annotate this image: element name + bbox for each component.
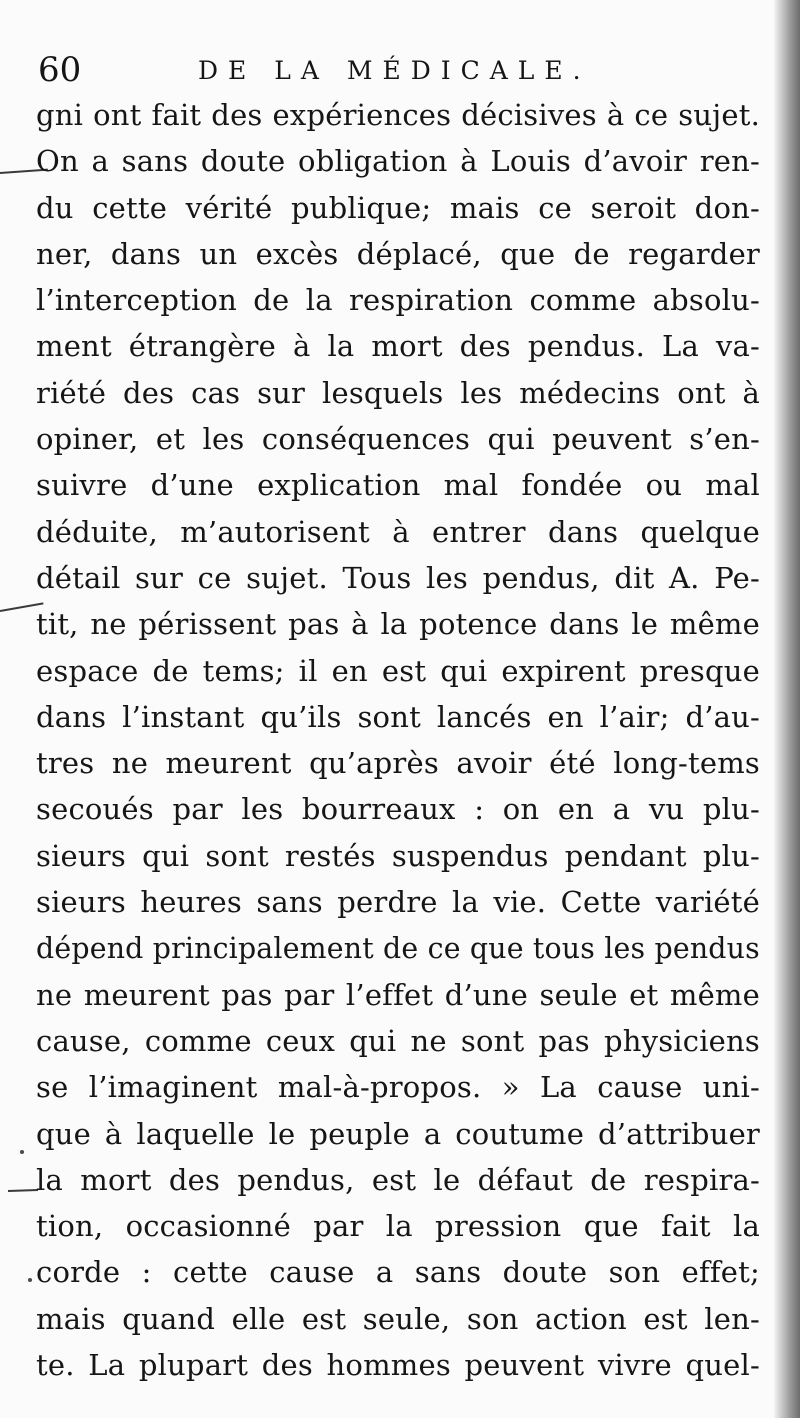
page-header	[38, 48, 758, 92]
text-line: du cette vérité publique; mais ce seroit don-	[36, 190, 760, 225]
text-line: la mort des pendus, est le défaut de respira-	[36, 1162, 760, 1197]
text-line: tit, ne périssent pas à la potence dans le même	[36, 607, 760, 642]
text-line: opiner, et les conséquences qui peuvent s’en-	[36, 422, 760, 457]
text-line: mais quand elle est seule, son action est len-	[36, 1301, 760, 1336]
text-line: se l’imaginent mal-à-propos. » La cause uni-	[36, 1070, 760, 1105]
text-line: tion, occasionné par la pression que fait la	[36, 1209, 760, 1244]
margin-pencil-mark	[8, 1189, 38, 1192]
running-head: DE LA MÉDICALE.	[198, 56, 591, 85]
text-line: sieurs qui sont restés suspendus pendant plu-	[36, 838, 760, 873]
ink-speck	[20, 1150, 24, 1154]
text-line: ment étrangère à la mort des pendus. La va-	[36, 329, 760, 364]
text-line: que à laquelle le peuple a coutume d’attribuer	[36, 1116, 760, 1151]
text-line: gni ont fait des expériences décisives à ce sujet.	[36, 98, 760, 132]
ink-speck	[28, 1278, 32, 1282]
text-line: tres ne meurent qu’après avoir été long-tems	[36, 746, 760, 781]
text-line: ne meurent pas par l’effet d’une seule et même	[36, 977, 760, 1012]
text-line: te. La plupart des hommes peuvent vivre quel-	[36, 1348, 760, 1383]
text-line: espace de tems; il en est qui expirent presque	[36, 653, 760, 688]
text-line: dans l’instant qu’ils sont lancés en l’air; d’au-	[36, 699, 760, 734]
text-line: ner, dans un excès déplacé, que de regarder	[36, 236, 760, 271]
text-line: corde : cette cause a sans doute son effet;	[36, 1255, 760, 1290]
text-line: détail sur ce sujet. Tous les pendus, dit A. Pe-	[36, 560, 760, 595]
text-line: dépend principalement de ce que tous les pendus	[36, 931, 760, 966]
text-line: secoués par les bourreaux : on en a vu plu-	[36, 792, 760, 827]
text-line: On a sans doute obligation à Louis d’avoir ren-	[36, 144, 760, 179]
text-line: sieurs heures sans perdre la vie. Cette variété	[36, 885, 760, 920]
body-text	[36, 92, 760, 1388]
text-line: suivre d’une explication mal fondée ou mal	[36, 468, 760, 503]
page-edge-shadow	[774, 0, 800, 1418]
text-line: l’interception de la respiration comme absolu-	[36, 283, 760, 318]
text-line: déduite, m’autorisent à entrer dans quelque	[36, 514, 760, 549]
text-line: cause, comme ceux qui ne sont pas physiciens	[36, 1023, 760, 1058]
page-number: 60	[38, 50, 82, 90]
text-line: riété des cas sur lesquels les médecins ont à	[36, 375, 760, 410]
